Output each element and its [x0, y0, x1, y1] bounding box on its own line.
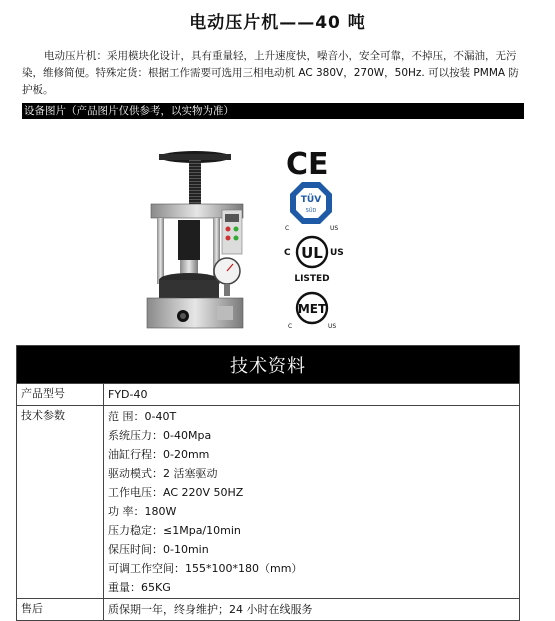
spec-line: 功 率：180W	[108, 505, 177, 518]
ul-c-label: C	[284, 248, 291, 258]
spec-line: FYD-40	[108, 388, 148, 401]
spec-label-service: 售后	[17, 599, 104, 621]
ce-mark: CE	[286, 147, 329, 182]
spec-line: 保压时间：0-10min	[108, 543, 209, 556]
certification-marks	[280, 142, 360, 332]
tuv-label: TÜV	[300, 195, 322, 205]
spec-line: 系统压力：0-40Mpa	[108, 429, 212, 442]
met-label: MET	[297, 302, 327, 316]
spec-line: 驱动模式：2 活塞驱动	[108, 467, 218, 480]
spec-label-params: 技术参数	[17, 406, 104, 599]
tuv-sub-label: SÜD	[305, 208, 317, 214]
ul-listed-mark	[284, 237, 344, 284]
image-section-banner: 设备图片（产品图片仅供参考，以实物为准）	[22, 103, 524, 119]
spec-line: 质保期一年，终身维护；24 小时在线服务	[108, 603, 313, 616]
page-title: 电动压片机——40 吨	[189, 13, 366, 33]
table-row	[17, 406, 520, 599]
press-machine-image	[145, 130, 275, 342]
tuv-c-label: C	[285, 225, 290, 232]
spec-table	[16, 345, 520, 621]
product-description: 电动压片机：采用模块化设计，具有重量轻，上升速度快，噪音小，安全可靠，不掉压，不漏油，无污染，维修简便。特殊定货：根据工作需要可选用三相电动机 AC 380V，270W，50Hz. 可以按装 PMMA 防护板。	[22, 50, 519, 96]
met-c-label: C	[288, 323, 293, 330]
spec-line: 重量：65KG	[108, 581, 171, 594]
ul-listed-label: LISTED	[294, 274, 330, 284]
spec-line: 可调工作空间：155*100*180（mm）	[108, 562, 303, 575]
ul-us-label: US	[330, 248, 344, 258]
table-row	[17, 384, 520, 406]
tuv-mark	[285, 182, 338, 232]
spec-value-model	[104, 384, 520, 406]
spec-value-params	[104, 406, 520, 599]
spec-line: 压力稳定：≤1Mpa/10min	[108, 524, 241, 537]
spec-value-service	[104, 599, 520, 621]
met-us-label: US	[328, 323, 337, 330]
spec-line: 油缸行程：0-20mm	[108, 448, 210, 461]
svg-text:UL: UL	[301, 244, 323, 262]
tuv-us-label: US	[330, 225, 339, 232]
met-mark	[288, 293, 336, 330]
spec-label-model: 产品型号	[17, 384, 104, 406]
spec-table-header: 技术资料	[17, 346, 520, 384]
table-row	[17, 599, 520, 621]
spec-line: 工作电压：AC 220V 50HZ	[108, 486, 244, 499]
spec-line: 范 围：0-40T	[108, 410, 177, 423]
